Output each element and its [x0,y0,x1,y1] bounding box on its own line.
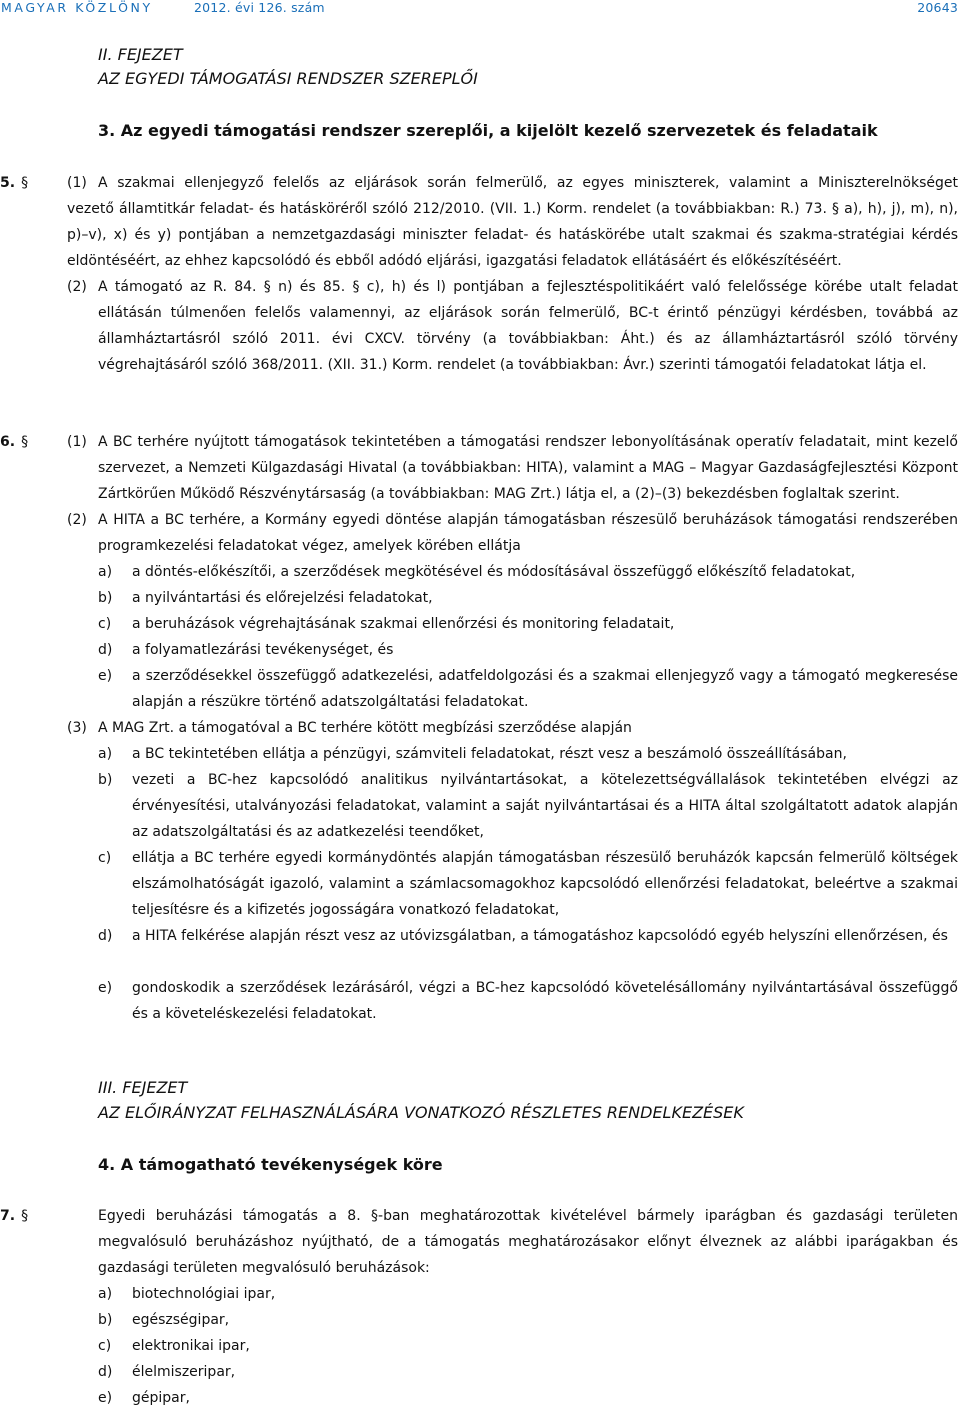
s7-text: Egyedi beruházási támogatás a 8. §-ban meghatározottak kivételével bármely iparágban és gazdasági területen megvalósuló beruházáshoz nyújtható, de a támogatás meghatározásakor előnyt élveznek az alábbi iparágakban és gazdasági területen megvalósuló beruházások: [98,1208,958,1276]
section-7-number [0,1203,28,1229]
list-item: biotechnológiai ipar, [132,1286,276,1302]
list-item: a folyamatlezárási tevékenységet, és [132,642,394,658]
page-number: 20643 [917,0,958,15]
s5-p2-text: ellátásán túlmenően felelős valamennyi, az eljárások során felmerülő, BC-t érintő pénzügyi kérdésben, továbbá az államháztartásról szóló 2011. évi CXCV. törvény (a továbbiakban: Áht.) és az államháztartásról szóló törvény végrehajtásáról szóló 368/2011. (XII. 31.) Korm. rendelet (a továbbiakban: Ávr.) szerinti támogatói feladatokat látja el. [98,305,958,373]
journal-title: MAGYAR KÖZLÖNY [1,0,153,15]
list-item-label: e) [98,668,113,684]
list-item-label: d) [98,928,113,944]
list-item-label: b) [98,590,113,606]
list-item: a HITA felkérése alapján részt vesz az utóvizsgálatban, a támogatáshoz kapcsolódó egyéb helyszíni ellenőrzésen, és [132,928,948,944]
list-item-label: e) [98,980,113,996]
s6-p3-text: A MAG Zrt. a támogatóval a BC terhére kötött megbízási szerződése alapján [98,720,632,736]
list-item-label: c) [98,616,112,632]
section-number: 7. [0,1208,16,1224]
list-item: egészségipar, [132,1312,230,1328]
list-item-label: d) [98,1364,113,1380]
list-item-label: c) [98,850,112,866]
list-item-label: a) [98,564,113,580]
s5-p1-label: (1) [67,175,87,191]
list-item: élelmiszeripar, [132,1364,236,1380]
list-item: a BC tekintetében ellátja a pénzügyi, számviteli feladatokat, részt vesz a beszámoló összeállításában, [132,746,847,762]
list-item-label: c) [98,1338,112,1354]
list-item: ellátja a BC terhére egyedi kormánydöntés alapján támogatásban részesülő beruházók kapcsán felmerülő költségek elszámolhatóságát igazoló, valamint a számlacsomagokhoz kapcsolódó ellenőrzési feladatokat, beleértve a szakmai teljesítésre és a kifizetés jogosságára vonatkozó feladatokat, [132,850,958,918]
paragraph-sign: § [21,1208,29,1224]
s6-p1-text: A BC terhére nyújtott támogatások tekintetében a támogatási rendszer lebonyolításának operatív feladatait, mint kezelő szervezet, a Nemzeti Külgazdasági Hivatal (a továbbiakban: HITA), valamint a MAG – Magyar Gazdaságfejlesztési Központ Zártkörűen Működő Részvénytársaság (a továbbiakban: MAG Zrt.) látja el, a (2)–(3) bekezdésben foglaltak szerint. [98,434,958,502]
list-item: a döntés-előkészítői, a szerződések megkötésével és módosításával összefüggő előkészítő feladatokat, [132,564,856,580]
list-item: elektronikai ipar, [132,1338,250,1354]
page-header [0,0,960,15]
s5-p2-first-line: A támogató az R. 84. § n) és 85. § c), h) és l) pontjában a fejlesztéspolitikáért való felelőssége körébe utalt feladat [98,279,958,295]
list-item: gondoskodik a szerződések lezárásáról, végzi a BC-hez kapcsolódó követelésállomány nyilvántartásával összefüggő és a követeléskezelési feladatokat. [132,980,958,1022]
list-item-label: d) [98,642,113,658]
list-item: a nyilvántartási és előrejelzési feladatokat, [132,590,433,606]
chapter-3-subheading: 4. A támogatható tevékenységek köre [98,1155,443,1174]
s5-p1-first-line: A szakmai ellenjegyző felelős az eljárások során felmerülő, az egyes miniszterek, valamint a Miniszterelnökséget [98,175,958,191]
issue-info: 2012. évi 126. szám [194,0,325,15]
s5-p1-text: vezető államtitkár feladat- és hatásköréről szóló 212/2010. (VII. 1.) Korm. rendelet (a továbbiakban: R.) 73. § a), h), j), m), n), p)–v), x) és y) pontjában a nemzetgazdasági miniszter feladat- és hatáskörébe utalt szakmai és szakma-stratégiai kérdés eldöntéséért, az ehhez kapcsolódó és ebből adódó eljárási, igazgatási feladatok ellátásáért és előkészítéséért. [67,201,958,269]
list-item: gépipar, [132,1390,190,1406]
s6-p2-label: (2) [67,512,87,528]
list-item: vezeti a BC-hez kapcsolódó analitikus nyilvántartásokat, a kötelezettségvállalások tekintetében elvégzi az érvényesítési, utalványozási feladatokat, valamint a saját nyilvántartásai és a HITA által szolgáltatott adatok alapján az adatszolgáltatási és az adatkezelési teendőket, [132,772,958,840]
s6-p3-label: (3) [67,720,87,736]
section-number: 5. [0,175,16,191]
s5-p2-label: (2) [67,279,87,295]
list-item-label: b) [98,772,113,788]
list-item: a beruházások végrehajtásának szakmai ellenőrzési és monitoring feladatait, [132,616,675,632]
chapter-2-title: AZ EGYEDI TÁMOGATÁSI RENDSZER SZEREPLŐI [98,69,478,88]
paragraph-sign: § [21,434,29,450]
chapter-2-label: II. FEJEZET [98,45,183,64]
s6-p2-text: A HITA a BC terhére, a Kormány egyedi döntése alapján támogatásban részesülő beruházások támogatási rendszerében programkezelési feladatokat végez, amelyek körében ellátja [98,512,958,554]
list-item-label: b) [98,1312,113,1328]
section-5-number [0,170,28,196]
section-6-number [0,429,28,455]
s6-p1-label: (1) [67,434,87,450]
section-number: 6. [0,434,16,450]
chapter-3-label: III. FEJEZET [98,1078,188,1097]
list-item-label: a) [98,1286,113,1302]
chapter-2-subheading: 3. Az egyedi támogatási rendszer szereplői, a kijelölt kezelő szervezetek és feladataik [98,121,878,140]
list-item-label: e) [98,1390,113,1406]
list-item: a szerződésekkel összefüggő adatkezelési, adatfeldolgozási és a szakmai ellenjegyző vagy a támogató megkeresése alapján a részükre történő adatszolgáltatási feladatokat. [132,668,958,710]
paragraph-sign: § [21,175,29,191]
list-item-label: a) [98,746,113,762]
chapter-3-title: AZ ELŐIRÁNYZAT FELHASZNÁLÁSÁRA VONATKOZÓ RÉSZLETES RENDELKEZÉSEK [98,1103,744,1122]
